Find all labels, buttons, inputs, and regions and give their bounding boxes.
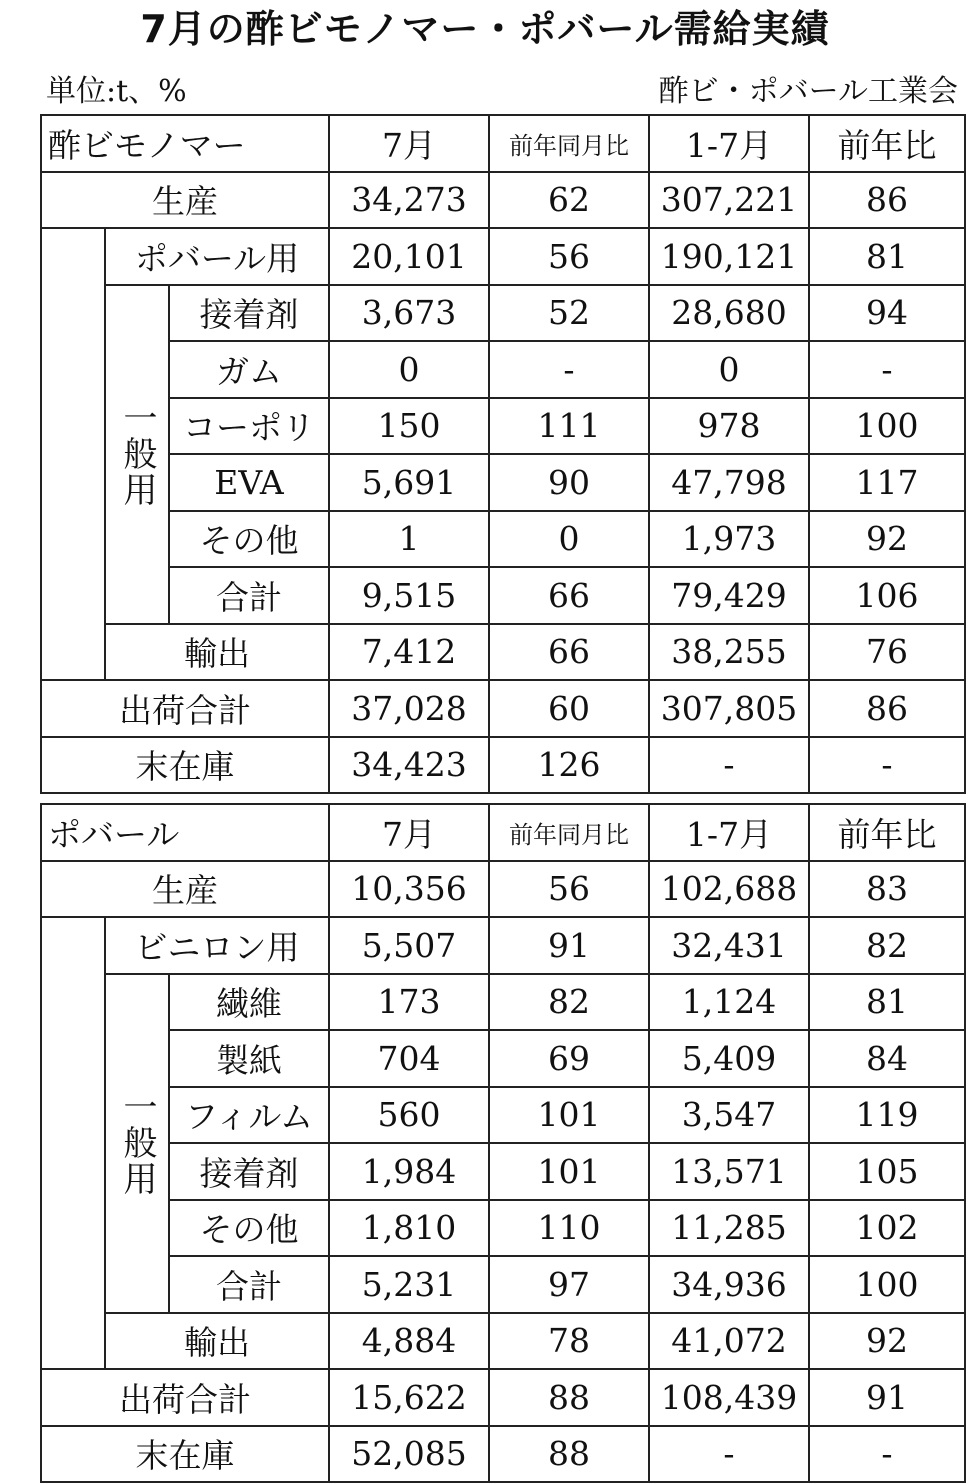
table-cell: 34,273 xyxy=(330,173,490,230)
table-cell: 38,255 xyxy=(650,625,810,682)
table-cell: 1,124 xyxy=(650,975,810,1032)
row-label: 接着剤 xyxy=(170,286,330,343)
row-label: 輸出 xyxy=(106,625,330,682)
row-label: コーポリ xyxy=(170,399,330,456)
table-cell: 978 xyxy=(650,399,810,456)
monomer-table xyxy=(40,114,966,794)
table-cell: 62 xyxy=(490,173,650,230)
table-cell: 84 xyxy=(810,1031,966,1088)
table-cell: 307,221 xyxy=(650,173,810,230)
table-cell: 1,973 xyxy=(650,512,810,569)
table-cell: 108,439 xyxy=(650,1370,810,1427)
column-header: 7月 xyxy=(330,805,490,862)
unit-label: 単位:t、% xyxy=(46,72,187,112)
column-header: 前年同月比 xyxy=(490,805,650,862)
table-cell: 5,691 xyxy=(330,455,490,512)
table-cell: 0 xyxy=(330,342,490,399)
table-cell: 34,423 xyxy=(330,738,490,795)
table-cell: 560 xyxy=(330,1088,490,1145)
table-cell: 83 xyxy=(810,862,966,919)
table-header-cell: ポバール xyxy=(42,805,330,862)
table-cell: 110 xyxy=(490,1201,650,1258)
source-label: 酢ビ・ポバール工業会 xyxy=(659,72,958,112)
column-header: 1-7月 xyxy=(650,805,810,862)
table-cell: 91 xyxy=(810,1370,966,1427)
table-cell: 78 xyxy=(490,1314,650,1371)
table-cell: 76 xyxy=(810,625,966,682)
column-header: 前年比 xyxy=(810,116,966,173)
table-cell: 117 xyxy=(810,455,966,512)
table-cell: 5,507 xyxy=(330,918,490,975)
table-cell: 47,798 xyxy=(650,455,810,512)
general-use-group-label xyxy=(106,975,170,1314)
table-cell: 3,673 xyxy=(330,286,490,343)
table-cell: - xyxy=(810,1427,966,1483)
table-cell: 41,072 xyxy=(650,1314,810,1371)
table-cell: - xyxy=(650,738,810,795)
table-cell: 32,431 xyxy=(650,918,810,975)
table-cell: 81 xyxy=(810,229,966,286)
table-cell: 101 xyxy=(490,1088,650,1145)
row-label: 合計 xyxy=(170,1257,330,1314)
table-cell: 100 xyxy=(810,1257,966,1314)
table-cell: 37,028 xyxy=(330,681,490,738)
row-label: ガム xyxy=(170,342,330,399)
group-spacer xyxy=(42,918,106,1370)
table-cell: 86 xyxy=(810,681,966,738)
table-cell: 307,805 xyxy=(650,681,810,738)
table-cell: 101 xyxy=(490,1144,650,1201)
table-cell: 7,412 xyxy=(330,625,490,682)
table-cell: 173 xyxy=(330,975,490,1032)
table-cell: 28,680 xyxy=(650,286,810,343)
general-use-label: 一般用 xyxy=(117,1089,157,1197)
table-cell: 56 xyxy=(490,229,650,286)
row-label: 製紙 xyxy=(170,1031,330,1088)
table-header-cell: 酢ビモノマー xyxy=(42,116,330,173)
table-cell: 66 xyxy=(490,625,650,682)
poval-table xyxy=(40,803,966,1483)
table-cell: - xyxy=(650,1427,810,1483)
table-cell: 119 xyxy=(810,1088,966,1145)
table-cell: 5,231 xyxy=(330,1257,490,1314)
table-cell: 9,515 xyxy=(330,568,490,625)
row-label: 生産 xyxy=(42,862,330,919)
table-cell: 34,936 xyxy=(650,1257,810,1314)
table-cell: 52,085 xyxy=(330,1427,490,1483)
column-header: 前年同月比 xyxy=(490,116,650,173)
table-cell: 81 xyxy=(810,975,966,1032)
table-cell: 102 xyxy=(810,1201,966,1258)
table-cell: 13,571 xyxy=(650,1144,810,1201)
table-cell: 190,121 xyxy=(650,229,810,286)
table-cell: 4,884 xyxy=(330,1314,490,1371)
table-cell: 94 xyxy=(810,286,966,343)
row-label: その他 xyxy=(170,512,330,569)
table-cell: 1 xyxy=(330,512,490,569)
table-cell: 82 xyxy=(490,975,650,1032)
table-cell: 704 xyxy=(330,1031,490,1088)
row-label: 合計 xyxy=(170,568,330,625)
row-label: 輸出 xyxy=(106,1314,330,1371)
row-label: その他 xyxy=(170,1201,330,1258)
row-label: 接着剤 xyxy=(170,1144,330,1201)
page-title: 7月の酢ビモノマー・ポバール需給実績 xyxy=(0,6,970,52)
table-cell: 1,810 xyxy=(330,1201,490,1258)
table-cell: - xyxy=(490,342,650,399)
table-cell: 15,622 xyxy=(330,1370,490,1427)
table-cell: 3,547 xyxy=(650,1088,810,1145)
table-cell: 126 xyxy=(490,738,650,795)
row-label: ビニロン用 xyxy=(106,918,330,975)
table-cell: 88 xyxy=(490,1427,650,1483)
table-cell: 79,429 xyxy=(650,568,810,625)
general-use-group-label xyxy=(106,286,170,625)
table-cell: 105 xyxy=(810,1144,966,1201)
row-label: 生産 xyxy=(42,173,330,230)
table-cell: 10,356 xyxy=(330,862,490,919)
table-cell: 90 xyxy=(490,455,650,512)
table-cell: 88 xyxy=(490,1370,650,1427)
table-cell: 0 xyxy=(650,342,810,399)
table-cell: 92 xyxy=(810,512,966,569)
table-cell: 69 xyxy=(490,1031,650,1088)
table-cell: 60 xyxy=(490,681,650,738)
row-label: 出荷合計 xyxy=(42,1370,330,1427)
table-cell: 111 xyxy=(490,399,650,456)
table-cell: 86 xyxy=(810,173,966,230)
row-label: 出荷合計 xyxy=(42,681,330,738)
table-cell: 0 xyxy=(490,512,650,569)
table-cell: 106 xyxy=(810,568,966,625)
table-cell: 56 xyxy=(490,862,650,919)
table-cell: 150 xyxy=(330,399,490,456)
table-cell: 11,285 xyxy=(650,1201,810,1258)
table-cell: 92 xyxy=(810,1314,966,1371)
table-cell: 52 xyxy=(490,286,650,343)
column-header: 1-7月 xyxy=(650,116,810,173)
row-label: EVA xyxy=(170,455,330,512)
row-label: ポバール用 xyxy=(106,229,330,286)
table-cell: 66 xyxy=(490,568,650,625)
table-cell: 82 xyxy=(810,918,966,975)
table-cell: 20,101 xyxy=(330,229,490,286)
row-label: 繊維 xyxy=(170,975,330,1032)
table-cell: 97 xyxy=(490,1257,650,1314)
table-cell: 100 xyxy=(810,399,966,456)
table-cell: 1,984 xyxy=(330,1144,490,1201)
table-cell: 91 xyxy=(490,918,650,975)
table-cell: - xyxy=(810,342,966,399)
row-label: フィルム xyxy=(170,1088,330,1145)
table-cell: - xyxy=(810,738,966,795)
column-header: 7月 xyxy=(330,116,490,173)
row-label: 末在庫 xyxy=(42,1427,330,1483)
table-cell: 5,409 xyxy=(650,1031,810,1088)
general-use-label: 一般用 xyxy=(117,400,157,508)
group-spacer xyxy=(42,229,106,681)
column-header: 前年比 xyxy=(810,805,966,862)
row-label: 末在庫 xyxy=(42,738,330,795)
table-cell: 102,688 xyxy=(650,862,810,919)
